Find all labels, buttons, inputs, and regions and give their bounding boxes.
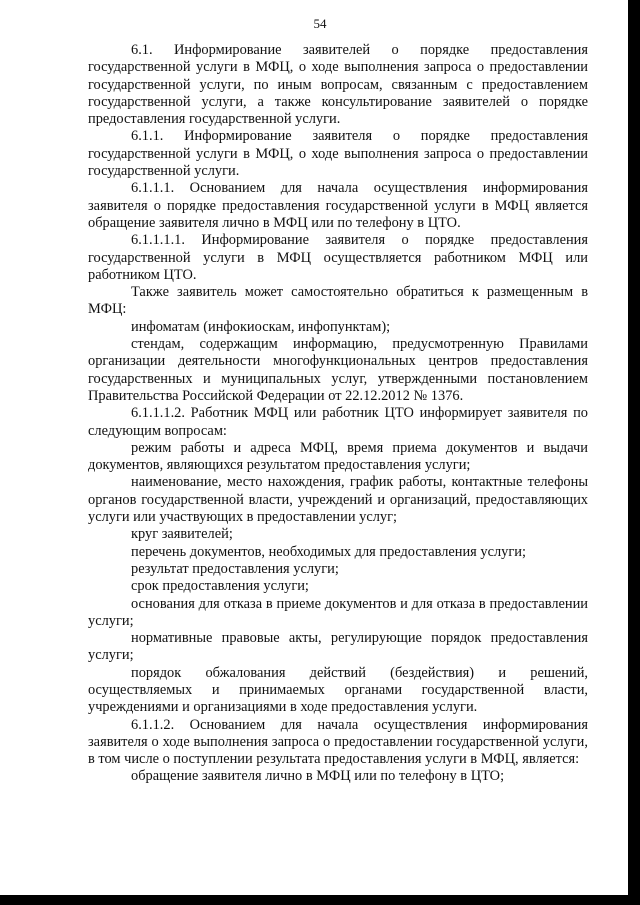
list-item: перечень документов, необходимых для предоставления услуги;: [131, 543, 526, 560]
page-number: 54: [313, 16, 327, 31]
paragraph: 6.1.1.1. Основанием для начала осуществления информирования заявителя о порядке предоставления государственной услуги в МФЦ является обращение заявителя лично в МФЦ или по телефону в ЦТО.: [88, 180, 588, 231]
list-item: результат предоставления услуги;: [131, 560, 339, 577]
list-item: круг заявителей;: [131, 526, 233, 543]
list-item: стендам, содержащим информацию, предусмотренную Правилами организации деятельности многофункциональных центров предоставления государственных и муниципальных услуг, утвержденными постановлением Правительства Российской Федерации от 22.12.2012 № 1376.: [88, 336, 588, 404]
list-item: обращение заявителя лично в МФЦ или по телефону в ЦТО;: [131, 768, 505, 785]
paragraph: 6.1. Информирование заявителей о порядке предоставления государственной услуги в МФЦ, о ходе выполнения запроса о предоставлении государственной услуги, по иным вопросам, связанным с предоставлением государственной услуги, а также консультирование заявителей о порядке предоставления государственной услуги.: [88, 42, 588, 128]
list-item: нормативные правовые акты, регулирующие порядок предоставления услуги;: [88, 630, 588, 664]
document-body: [88, 42, 588, 786]
scan-border-bottom: [0, 895, 640, 905]
list-item: режим работы и адреса МФЦ, время приема документов и выдачи документов, являющихся результатом предоставления услуги;: [88, 439, 588, 474]
paragraph: 6.1.1.1.1. Информирование заявителя о порядке предоставления государственной услуги в МФЦ осуществляется работником МФЦ или работником ЦТО.: [88, 232, 588, 283]
scan-border-right: [628, 0, 640, 905]
list-item: порядок обжалования действий (бездействия) и решений, осуществляемых и принимаемых органами государственной власти, учреждениями и организациями в ходе предоставления услуги.: [88, 664, 588, 716]
list-item: срок предоставления услуги;: [131, 578, 309, 595]
list-item: основания для отказа в приеме документов и для отказа в предоставлении услуги;: [88, 595, 588, 629]
list-item: инфоматам (инфокиоскам, инфопунктам);: [131, 318, 391, 335]
paragraph: 6.1.1.1.2. Работник МФЦ или работник ЦТО информирует заявителя по следующим вопросам:: [88, 405, 588, 439]
paragraph: 6.1.1.2. Основанием для начала осуществления информирования заявителя о ходе выполнения запроса о предоставлении государственной услуги, в том числе о поступлении результата предоставления услуги в МФЦ, является:: [88, 716, 588, 768]
paragraph: Также заявитель может самостоятельно обратиться к размещенным в МФЦ:: [88, 284, 588, 318]
list-item: наименование, место нахождения, график работы, контактные телефоны органов государственной власти, учреждений и организаций, предоставляющих услуги или участвующих в предоставлении услуг;: [88, 474, 588, 526]
paragraph: 6.1.1. Информирование заявителя о порядке предоставления государственной услуги в МФЦ, о ходе выполнения запроса о предоставлении государственной услуги.: [88, 128, 588, 180]
